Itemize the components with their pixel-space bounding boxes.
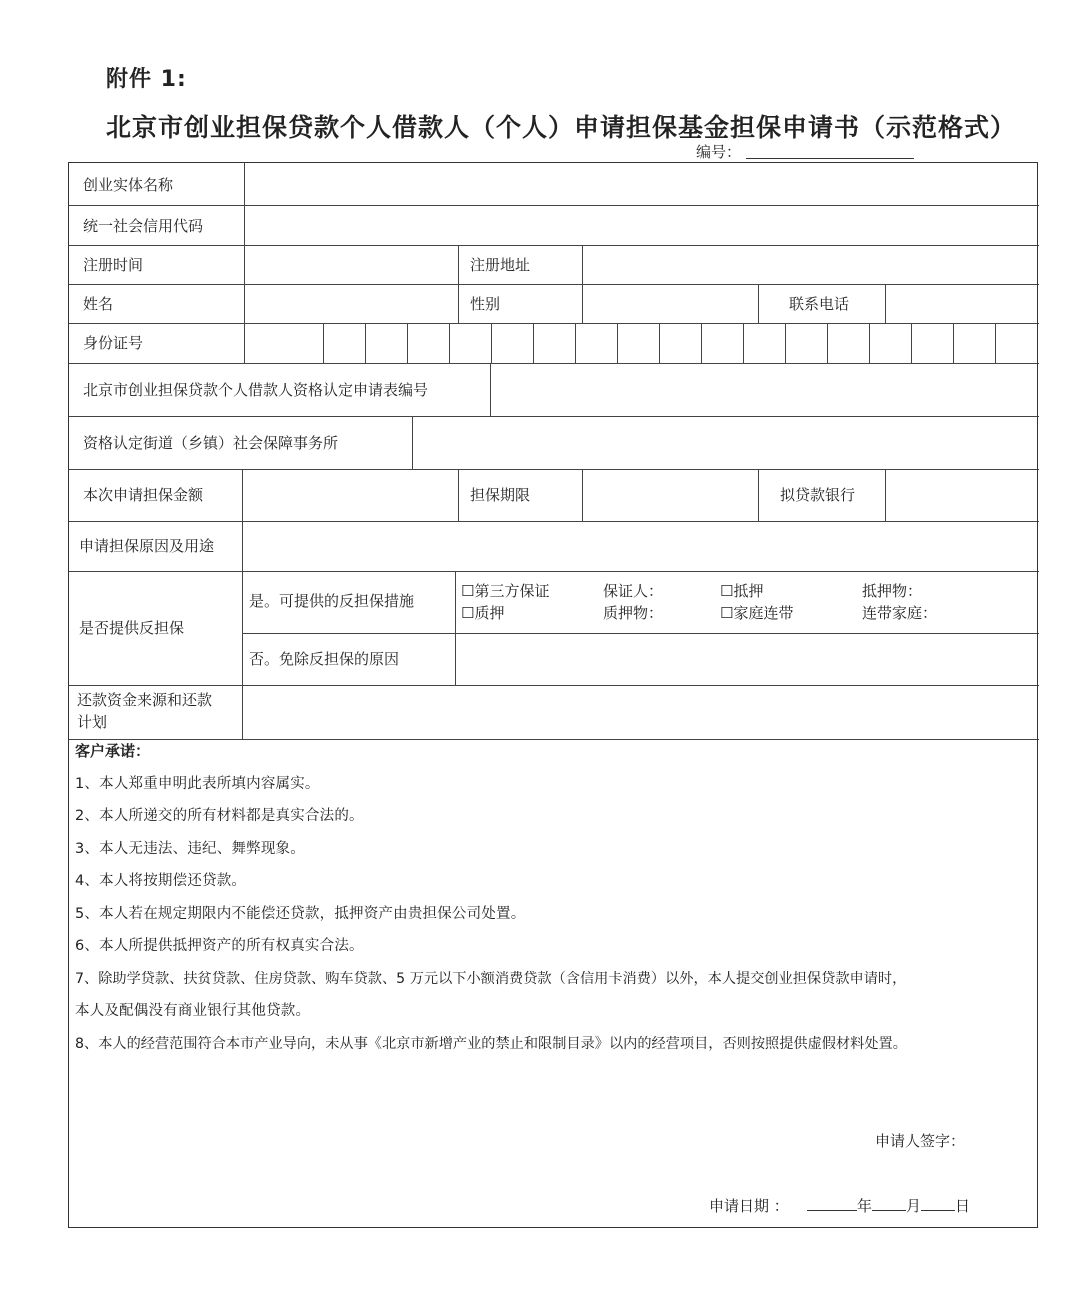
gender-label: 性别	[470, 295, 501, 313]
attachment-label: 附件 1:	[106, 67, 187, 92]
promise-item: 7、除助学贷款、扶贫贷款、住房贷款、购车贷款、5 万元以下小额消费贷款（含信用卡消费）以外，本人提交创业担保贷款申请时，	[75, 971, 907, 987]
option-mortgage[interactable]: ☐抵押	[720, 582, 764, 600]
row-divider	[69, 739, 1039, 740]
month-label: 月	[906, 1197, 922, 1215]
day-label: 日	[955, 1197, 971, 1215]
col-divider	[758, 284, 759, 323]
mortgage-item-label: 抵押物：	[862, 582, 923, 600]
year-blank[interactable]	[807, 1196, 857, 1211]
number-field[interactable]	[746, 158, 914, 159]
guarantor-label: 保证人：	[603, 582, 664, 600]
option-third-party[interactable]: ☐第三方保证	[461, 582, 550, 600]
street-office-field[interactable]	[413, 416, 1039, 469]
reg-time-label: 注册时间	[83, 256, 144, 274]
bank-field[interactable]	[886, 469, 1039, 521]
reg-address-label: 注册地址	[470, 256, 531, 274]
counter-guarantee-label: 是否提供反担保	[79, 619, 185, 637]
amount-field[interactable]	[243, 469, 458, 521]
phone-field[interactable]	[886, 284, 1039, 323]
application-form	[68, 162, 1038, 1228]
bank-label: 拟贷款银行	[780, 486, 856, 504]
period-label: 担保期限	[470, 486, 531, 504]
repayment-label-line1: 还款资金来源和还款	[77, 691, 213, 709]
date-label: 申请日期 ：	[709, 1197, 789, 1215]
signer-label: 申请人签字：	[875, 1132, 966, 1150]
qualification-no-label: 北京市创业担保贷款个人借款人资格认定申请表编号	[83, 381, 429, 399]
promise-heading: 客户承诺：	[75, 742, 151, 760]
reg-address-field[interactable]	[583, 245, 1039, 284]
entity-name-field[interactable]	[245, 163, 1039, 205]
col-divider	[458, 469, 459, 521]
family-joint-label: 连带家庭：	[862, 604, 938, 622]
period-field[interactable]	[583, 469, 758, 521]
entity-name-label: 创业实体名称	[83, 176, 174, 194]
repayment-label-line2: 计划	[77, 713, 108, 731]
promise-item: 1、本人郑重申明此表所填内容属实。	[75, 776, 320, 792]
date-field[interactable]	[807, 1196, 970, 1216]
day-blank[interactable]	[921, 1196, 955, 1211]
repayment-field[interactable]	[243, 685, 1039, 739]
purpose-label: 申请担保原因及用途	[79, 537, 215, 555]
qualification-no-field[interactable]	[491, 363, 1039, 416]
reg-time-field[interactable]	[245, 245, 458, 284]
promise-item: 本人及配偶没有商业银行其他贷款。	[75, 1003, 311, 1019]
promise-item: 6、本人所提供抵押资产的所有权真实合法。	[75, 938, 364, 954]
gender-field[interactable]	[583, 284, 758, 323]
promise-item: 5、本人若在规定期限内不能偿还贷款，抵押资产由贵担保公司处置。	[75, 906, 526, 922]
number-label: 编号：	[696, 143, 742, 161]
name-field[interactable]	[245, 284, 458, 323]
option-pledge[interactable]: ☐质押	[461, 604, 505, 622]
row-divider	[69, 571, 1039, 572]
promise-item: 3、本人无违法、违纪、舞弊现象。	[75, 841, 305, 857]
phone-label: 联系电话	[789, 295, 850, 313]
month-blank[interactable]	[872, 1196, 906, 1211]
credit-code-field[interactable]	[245, 205, 1039, 245]
promise-item: 8、本人的经营范围符合本市产业导向，未从事《北京市新增产业的禁止和限制目录》以内的经营项目，否则按照提供虚假材料处置。	[75, 1036, 907, 1052]
street-office-label: 资格认定街道（乡镇）社会保障事务所	[83, 434, 339, 452]
yes-measures-label: 是。可提供的反担保措施	[249, 592, 415, 610]
col-divider	[758, 469, 759, 521]
option-family-joint[interactable]: ☐家庭连带	[720, 604, 794, 622]
no-reason-label: 否。免除反担保的原因	[249, 650, 400, 668]
promise-item: 4、本人将按期偿还贷款。	[75, 873, 247, 889]
pledge-item-label: 质押物：	[603, 604, 664, 622]
purpose-field[interactable]	[243, 521, 1039, 571]
page-title: 北京市创业担保贷款个人借款人（个人）申请担保基金担保申请书（示范格式）	[106, 113, 1017, 142]
year-label: 年	[857, 1197, 873, 1215]
name-label: 姓名	[83, 295, 114, 313]
promise-item: 2、本人所递交的所有材料都是真实合法的。	[75, 808, 364, 824]
amount-label: 本次申请担保金额	[83, 486, 204, 504]
no-reason-field[interactable]	[456, 633, 1039, 685]
id-number-label: 身份证号	[83, 334, 144, 352]
credit-code-label: 统一社会信用代码	[83, 217, 204, 235]
id-number-field[interactable]	[245, 323, 1039, 363]
col-divider	[458, 245, 459, 323]
